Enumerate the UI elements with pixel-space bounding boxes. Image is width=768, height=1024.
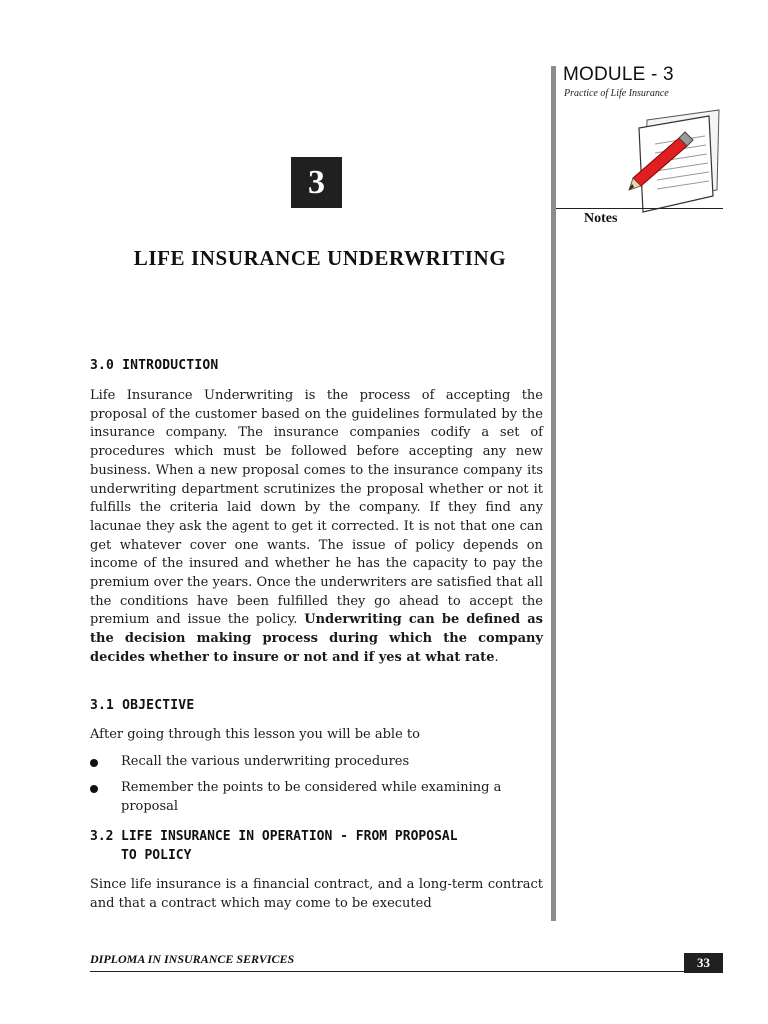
- footer-rule: [90, 971, 723, 972]
- page-number-box: [684, 953, 723, 973]
- introduction-end: .: [494, 649, 499, 665]
- bullet-icon: [90, 785, 98, 793]
- notepad-with-pen-icon: [625, 106, 725, 221]
- footer-course-title: DIPLOMA IN INSURANCE SERVICES: [90, 952, 295, 966]
- section-heading-introduction: 3.0 INTRODUCTION: [90, 358, 219, 373]
- list-item-text: Recall the various underwriting procedures: [121, 754, 410, 769]
- bullet-icon: [90, 759, 98, 767]
- module-subtitle: Practice of Life Insurance: [564, 88, 669, 99]
- list-item: [90, 753, 543, 772]
- section-heading-objective: 3.1 OBJECTIVE: [90, 698, 195, 713]
- underwriting-definition: Underwriting can be defined as the decision making process during which the company decides whether to insure or not and if yes at what rate: [90, 612, 543, 665]
- section-heading-line1: LIFE INSURANCE IN OPERATION - FROM PROPOSAL: [121, 829, 458, 844]
- section-heading-operation: [90, 827, 543, 865]
- page-number: 33: [697, 955, 710, 970]
- chapter-title: LIFE INSURANCE UNDERWRITING: [133, 246, 507, 270]
- notes-label: Notes: [584, 211, 618, 226]
- chapter-number-box: [291, 157, 342, 208]
- objective-lead: After going through this lesson you will be able to: [90, 727, 420, 742]
- module-title: MODULE - 3: [563, 64, 674, 85]
- section-heading-line2: TO POLICY: [121, 848, 192, 863]
- notes-rule: [556, 208, 723, 209]
- introduction-paragraph: [90, 387, 543, 668]
- margin-vertical-rule: [551, 66, 556, 921]
- list-item: [90, 779, 543, 816]
- operation-paragraph: Since life insurance is a financial contract, and a long-term contract and that a contract which may come to be executed: [90, 877, 543, 911]
- chapter-number: 3: [308, 163, 325, 201]
- section-number: 3.2: [90, 829, 114, 844]
- list-item-text: Remember the points to be considered while examining a proposal: [121, 780, 502, 814]
- introduction-text: Life Insurance Underwriting is the process of accepting the proposal of the customer based on the guidelines formulated by the insurance company. The insurance companies codify a set of procedures which must be followed before accepting any new business. When a new proposal comes to the insurance company its underwriting department scrutinizes the proposal whether or not it fulfills the criteria laid down by the company. If they find any lacunae they ask the agent to get it corrected. It is not that one can get whatever cover one wants. The issue of policy depends on income of the insured and whether he has the capacity to pay the premium over the years. Once the underwriters are satisfied that all the conditions have been fulfilled they go ahead to accept the premium and issue the policy.: [90, 388, 543, 628]
